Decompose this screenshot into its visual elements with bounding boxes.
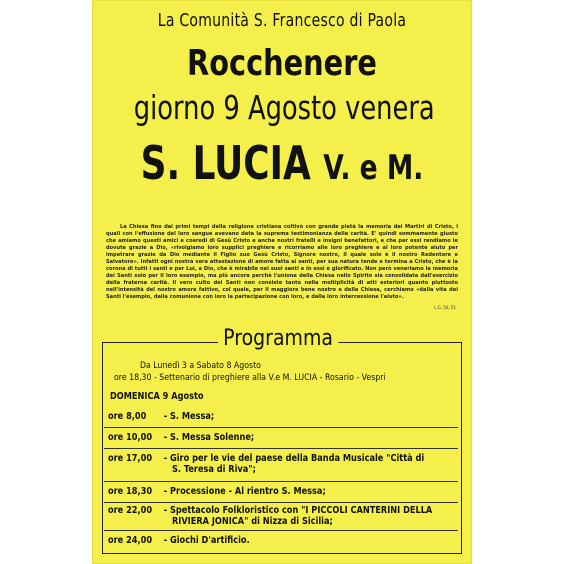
program-event <box>108 486 326 497</box>
program-intro-detail: ore 18,30 - Settenario di preghiere alla V.e M. LUCIA - Rosario - Vespri <box>114 373 386 383</box>
body-paragraph: La Chiesa fino dai primi tempi della religione cristiana coltivò con grande pietà la memoria dei Martiri di Cristo, i quali con l'effusione del loro sangue avevano data la suprema testimonianza della carità. E' quindi sommamente giusto che amiamo questi amici e coeredi di Gesù Cristo e anche nostri fratelli e insigni benefattori, e che per essi rendiamo le dovute grazie a Dio, «rivolgiamo loro supplici preghiere e ricorriamo alle loro preghiere e al loro potente aiuto per impetrare grazie da Dio mediante il Figlio suo Gesù Cristo, Signore nostro, il quale solo è il nostro Redentore e Salvatore». Infatti ogni nostra vera attestazione di amore fatta ai santi, per sua natura tende e termina a Cristo, che è la corona di tutti i santi e per Lui, a Dio, che è mirabile nei suoi santi e in essi è glorificato. Non però veneriamo la memoria dei Santi solo per il loro esempio, ma più ancora perchè l'unione della Chiesa nello Spirito sia consolidata dall'esercizio della fraterna carità. Il vero culto dei Santi non consiste tanto nella moltiplicità di atti esteriori quanto piuttosto nell'intensità del nostro amore fattivo, col quale, per il maggiore bene nostro e della Chiesa, cerchiamo «dalla vita dei Santi l'esempio, dalla comunione con loro la partecipazione con loro, e dalla loro intercessione l'aiuto». <box>106 224 458 300</box>
divider <box>104 530 458 531</box>
event-desc: - Processione - Al rientro S. Messa; <box>163 486 326 497</box>
saint-heading <box>134 136 430 190</box>
program-event <box>108 453 424 475</box>
event-time: ore 8,00 <box>108 411 147 422</box>
event-time: ore 22,00 <box>108 505 153 516</box>
divider <box>104 427 458 428</box>
divider <box>104 448 458 449</box>
event-time: ore 10,00 <box>108 432 153 443</box>
program-event <box>108 505 432 527</box>
program-day: DOMENICA 9 Agosto <box>110 391 204 402</box>
program-event <box>108 411 214 422</box>
community-heading: La Comunità S. Francesco di Paola <box>157 10 407 31</box>
event-time: ore 24,00 <box>108 535 153 546</box>
event-desc: - Giochi D'artificio. <box>163 535 250 546</box>
date-heading: giorno 9 Agosto venera <box>133 88 435 127</box>
divider <box>104 481 458 482</box>
saint-suffix: V. e M. <box>323 148 424 188</box>
place-heading: Rocchenere <box>187 43 377 84</box>
event-desc: - Spettacolo Folkloristico con "I PICCOLI CANTERINI DELLA <box>163 505 433 516</box>
poster <box>92 0 472 564</box>
program-event <box>108 535 250 546</box>
program-event <box>108 432 254 443</box>
saint-name: S. LUCIA <box>140 136 311 190</box>
event-desc-cont: S. Teresa di Riva"; <box>171 464 256 475</box>
program-title: Programma <box>218 326 338 351</box>
event-time: ore 18,30 <box>108 486 153 497</box>
divider <box>104 502 458 503</box>
program-intro-dates: Da Lunedì 3 a Sabato 8 Agosto <box>140 361 261 371</box>
event-desc: - S. Messa Solenne; <box>163 432 255 443</box>
event-time: ore 17,00 <box>108 453 153 464</box>
body-reference: L.G. 50, 51 <box>434 305 456 310</box>
event-desc: - S. Messa; <box>163 411 215 422</box>
event-desc: - Giro per le vie del paese della Banda Musicale "Città di <box>163 453 425 464</box>
event-desc-cont: RIVIERA JONICA" di Nizza di Sicilia; <box>171 516 333 527</box>
